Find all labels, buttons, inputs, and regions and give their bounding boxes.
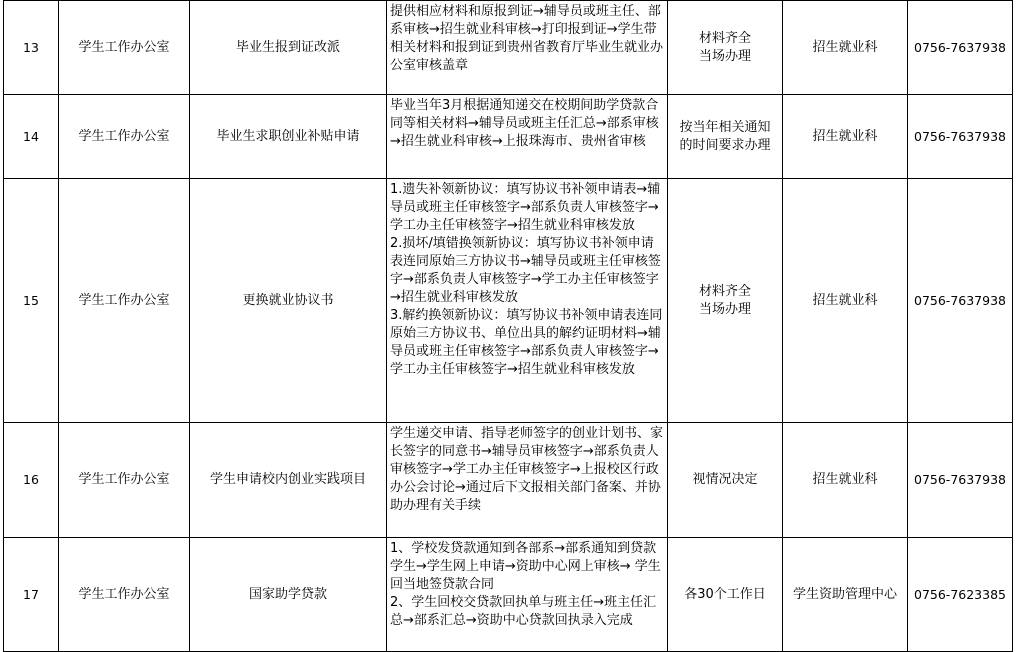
phone-cell: 0756-7637938: [908, 423, 1013, 538]
procedure-cell: 毕业当年3月根据通知递交在校期间助学贷款合同等相关材料→辅导员或班主任汇总→部系审核→招生就业科审核→上报珠海市、贵州省审核: [387, 95, 668, 179]
item-cell: 国家助学贷款: [190, 538, 387, 652]
procedure-cell: 1.遗失补领新协议：填写协议书补领申请表→辅导员或班主任审核签字→部系负责人审核签字→学工办主任审核签字→招生就业科审核发放 2.损坏/填错换领新协议：填写协议书补领申请表连同原始三方协议书→辅导员或班主任审核签字→部系负责人审核签字→学工办主任审核签字→招生就业科审核发放 3.解约换领新协议：填写协议书补领申请表连同原始三方协议书、单位出具的解约证明材料→辅导员或班主任审核签字→部系负责人审核签字→学工办主任审核签字→招生就业科审核发放: [387, 179, 668, 423]
time-text: 视情况决定: [692, 472, 758, 487]
time-cell: [668, 1, 783, 95]
item-cell: 毕业生报到证改派: [190, 1, 387, 95]
procedure-cell: 1、学校发贷款通知到各部系→部系通知到贷款学生→学生网上申请→资助中心网上审核→ 学生回当地签贷款合同 2、学生回校交贷款回执单与班主任→班主任汇总→部系汇总→资助中心贷款回执录入完成: [387, 538, 668, 652]
department-cell: 学生工作办公室: [59, 179, 190, 423]
item-cell: 学生申请校内创业实践项目: [190, 423, 387, 538]
office-cell: 招生就业科: [783, 179, 908, 423]
department-cell: 学生工作办公室: [59, 538, 190, 652]
table-row: [4, 1, 1013, 95]
office-cell: 招生就业科: [783, 423, 908, 538]
time-cell: [668, 95, 783, 179]
office-cell: 学生资助管理中心: [783, 538, 908, 652]
phone-cell: 0756-7637938: [908, 95, 1013, 179]
row-number: 16: [4, 423, 59, 538]
row-number: 17: [4, 538, 59, 652]
row-number: 14: [4, 95, 59, 179]
procedure-cell: 提供相应材料和原报到证→辅导员或班主任、部系审核→招生就业科审核→打印报到证→学生带相关材料和报到证到贵州省教育厅毕业生就业办公室审核盖章: [387, 1, 668, 95]
service-table: [3, 0, 1013, 652]
time-text: 材料齐全 当场办理: [698, 283, 751, 317]
department-cell: 学生工作办公室: [59, 95, 190, 179]
office-cell: 招生就业科: [783, 95, 908, 179]
time-text: 材料齐全 当场办理: [698, 30, 751, 64]
time-text: 按当年相关通知 的时间要求办理: [679, 119, 771, 153]
row-number: 15: [4, 179, 59, 423]
table-row: [4, 95, 1013, 179]
phone-cell: 0756-7623385: [908, 538, 1013, 652]
table-row: [4, 538, 1013, 652]
department-cell: 学生工作办公室: [59, 1, 190, 95]
time-text: 各30个工作日: [684, 586, 766, 602]
time-cell: [668, 179, 783, 423]
procedure-cell: 学生递交申请、指导老师签字的创业计划书、家长签字的同意书→辅导员审核签字→部系负责人审核签字→学工办主任审核签字→上报校区行政办公会讨论→通过后下文报相关部门备案、并协助办理有关手续: [387, 423, 668, 538]
time-cell: [668, 423, 783, 538]
item-cell: 更换就业协议书: [190, 179, 387, 423]
department-cell: 学生工作办公室: [59, 423, 190, 538]
phone-cell: 0756-7637938: [908, 1, 1013, 95]
item-cell: 毕业生求职创业补贴申请: [190, 95, 387, 179]
time-cell: [668, 538, 783, 652]
table-row: [4, 423, 1013, 538]
table-row: [4, 179, 1013, 423]
phone-cell: 0756-7637938: [908, 179, 1013, 423]
row-number: 13: [4, 1, 59, 95]
office-cell: 招生就业科: [783, 1, 908, 95]
